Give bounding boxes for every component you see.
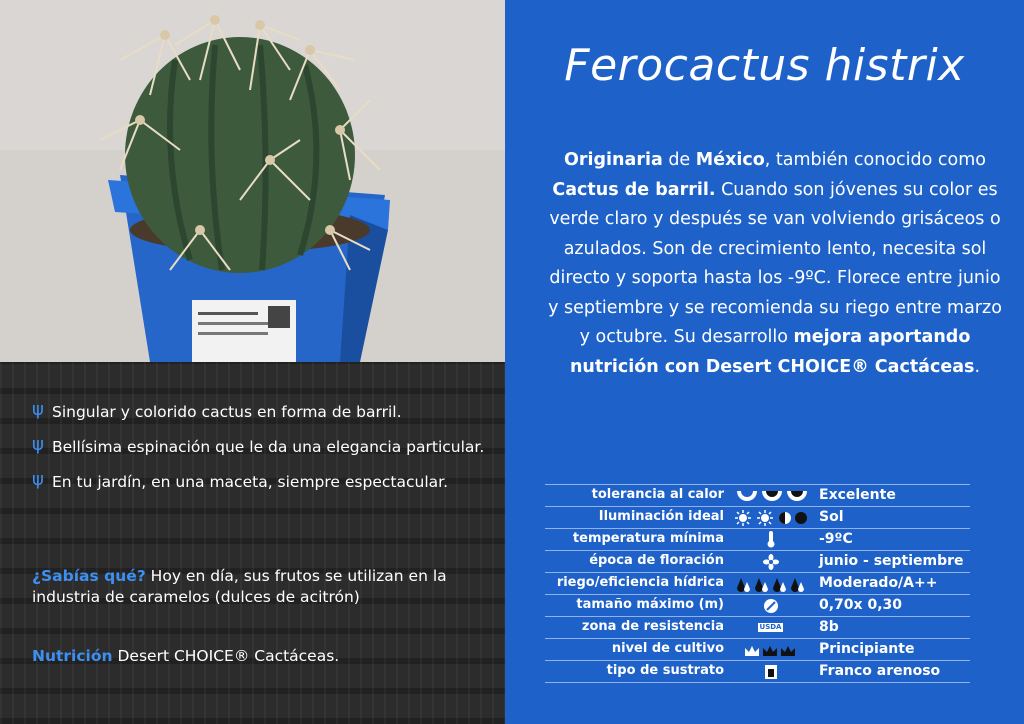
spec-value: -9ºC <box>819 531 853 547</box>
spec-label: tipo de sustrato <box>606 663 724 678</box>
spec-row <box>545 594 970 616</box>
crown-icon <box>733 640 808 659</box>
size-icon <box>733 596 808 615</box>
spec-value: Excelente <box>819 487 896 503</box>
did-you-know <box>32 566 482 608</box>
did-you-know-text: Hoy en día, sus frutos se utilizan en la industria de caramelos (dulces de acitrón) <box>32 567 447 606</box>
desc-bold: mejora aportando nutrición con Desert CHOICE® Cactáceas <box>569 327 975 377</box>
spec-row <box>545 506 970 528</box>
substrate-icon <box>733 662 808 681</box>
spec-label: Iluminación ideal <box>598 509 724 524</box>
spec-row <box>545 550 970 572</box>
nutrition-text: Desert CHOICE® Cactáceas. <box>112 647 340 665</box>
psi-icon: ψ <box>32 399 44 420</box>
desc-text: de <box>662 150 696 170</box>
spec-row <box>545 616 970 638</box>
sun-icon <box>733 508 808 527</box>
description <box>545 146 1005 382</box>
feature-text: En tu jardín, en una maceta, siempre espectacular. <box>52 473 449 491</box>
feature-text: Singular y colorido cactus en forma de barril. <box>52 403 402 421</box>
spec-value: Franco arenoso <box>819 663 941 679</box>
psi-icon: ψ <box>32 469 44 490</box>
right-panel <box>505 0 1024 724</box>
desc-bold: Originaria <box>564 150 663 170</box>
spec-value: Sol <box>819 509 844 525</box>
heat-tolerance-icon <box>733 486 808 505</box>
desc-bold: México <box>695 150 765 170</box>
nutrition-heading: Nutrición <box>32 647 113 665</box>
spec-label: época de floración <box>589 553 724 568</box>
spec-value: 8b <box>819 619 839 635</box>
spec-row <box>545 660 970 683</box>
page-title: Ferocactus histrix <box>564 40 965 91</box>
psi-icon: ψ <box>32 434 44 455</box>
spec-value: Principiante <box>819 641 915 657</box>
left-panel <box>0 0 505 724</box>
desc-text: , también conocido como <box>764 150 986 170</box>
spec-row <box>545 484 970 506</box>
specs-table <box>545 484 970 683</box>
did-you-know-heading: ¿Sabías qué? <box>32 567 146 585</box>
desc-bold: Cactus de barril. <box>552 179 716 200</box>
nutrition-note <box>32 646 339 667</box>
spec-label: tamaño máximo (m) <box>576 597 724 612</box>
usda-badge: USDA <box>759 623 782 631</box>
spec-label: riego/eficiencia hídrica <box>556 575 724 590</box>
feature-item <box>32 434 502 457</box>
thermometer-icon <box>733 530 808 549</box>
desc-text: . <box>974 356 981 377</box>
desc-text: Cuando son jóvenes su color es verde claro y después se van volviendo grisáceos o azulados. Son de crecimiento lento, necesita sol directo y soporta hasta los -9ºC. Florece entre junio y septiembre y se recomienda su riego entre marzo y octubre. Su desarrollo <box>548 179 1002 347</box>
spec-label: temperatura mínima <box>572 531 724 546</box>
feature-item <box>32 469 502 492</box>
feature-text: Bellísima espinación que le da una elegancia particular. <box>52 438 485 456</box>
spec-row <box>545 528 970 550</box>
usda-icon <box>733 618 808 637</box>
flower-icon <box>733 552 808 571</box>
cactus-illustration <box>0 0 505 362</box>
feature-list <box>32 399 502 507</box>
spec-value: 0,70x 0,30 <box>819 597 902 613</box>
spec-row <box>545 638 970 660</box>
spec-label: nivel de cultivo <box>611 641 724 656</box>
cactus-photo <box>0 0 505 362</box>
spec-label: tolerancia al calor <box>591 487 724 502</box>
water-drop-icon <box>733 574 808 593</box>
spec-value: Moderado/A++ <box>819 575 938 591</box>
spec-label: zona de resistencia <box>581 619 724 634</box>
feature-item <box>32 399 502 422</box>
spec-value: junio - septiembre <box>819 553 964 569</box>
spec-row <box>545 572 970 594</box>
